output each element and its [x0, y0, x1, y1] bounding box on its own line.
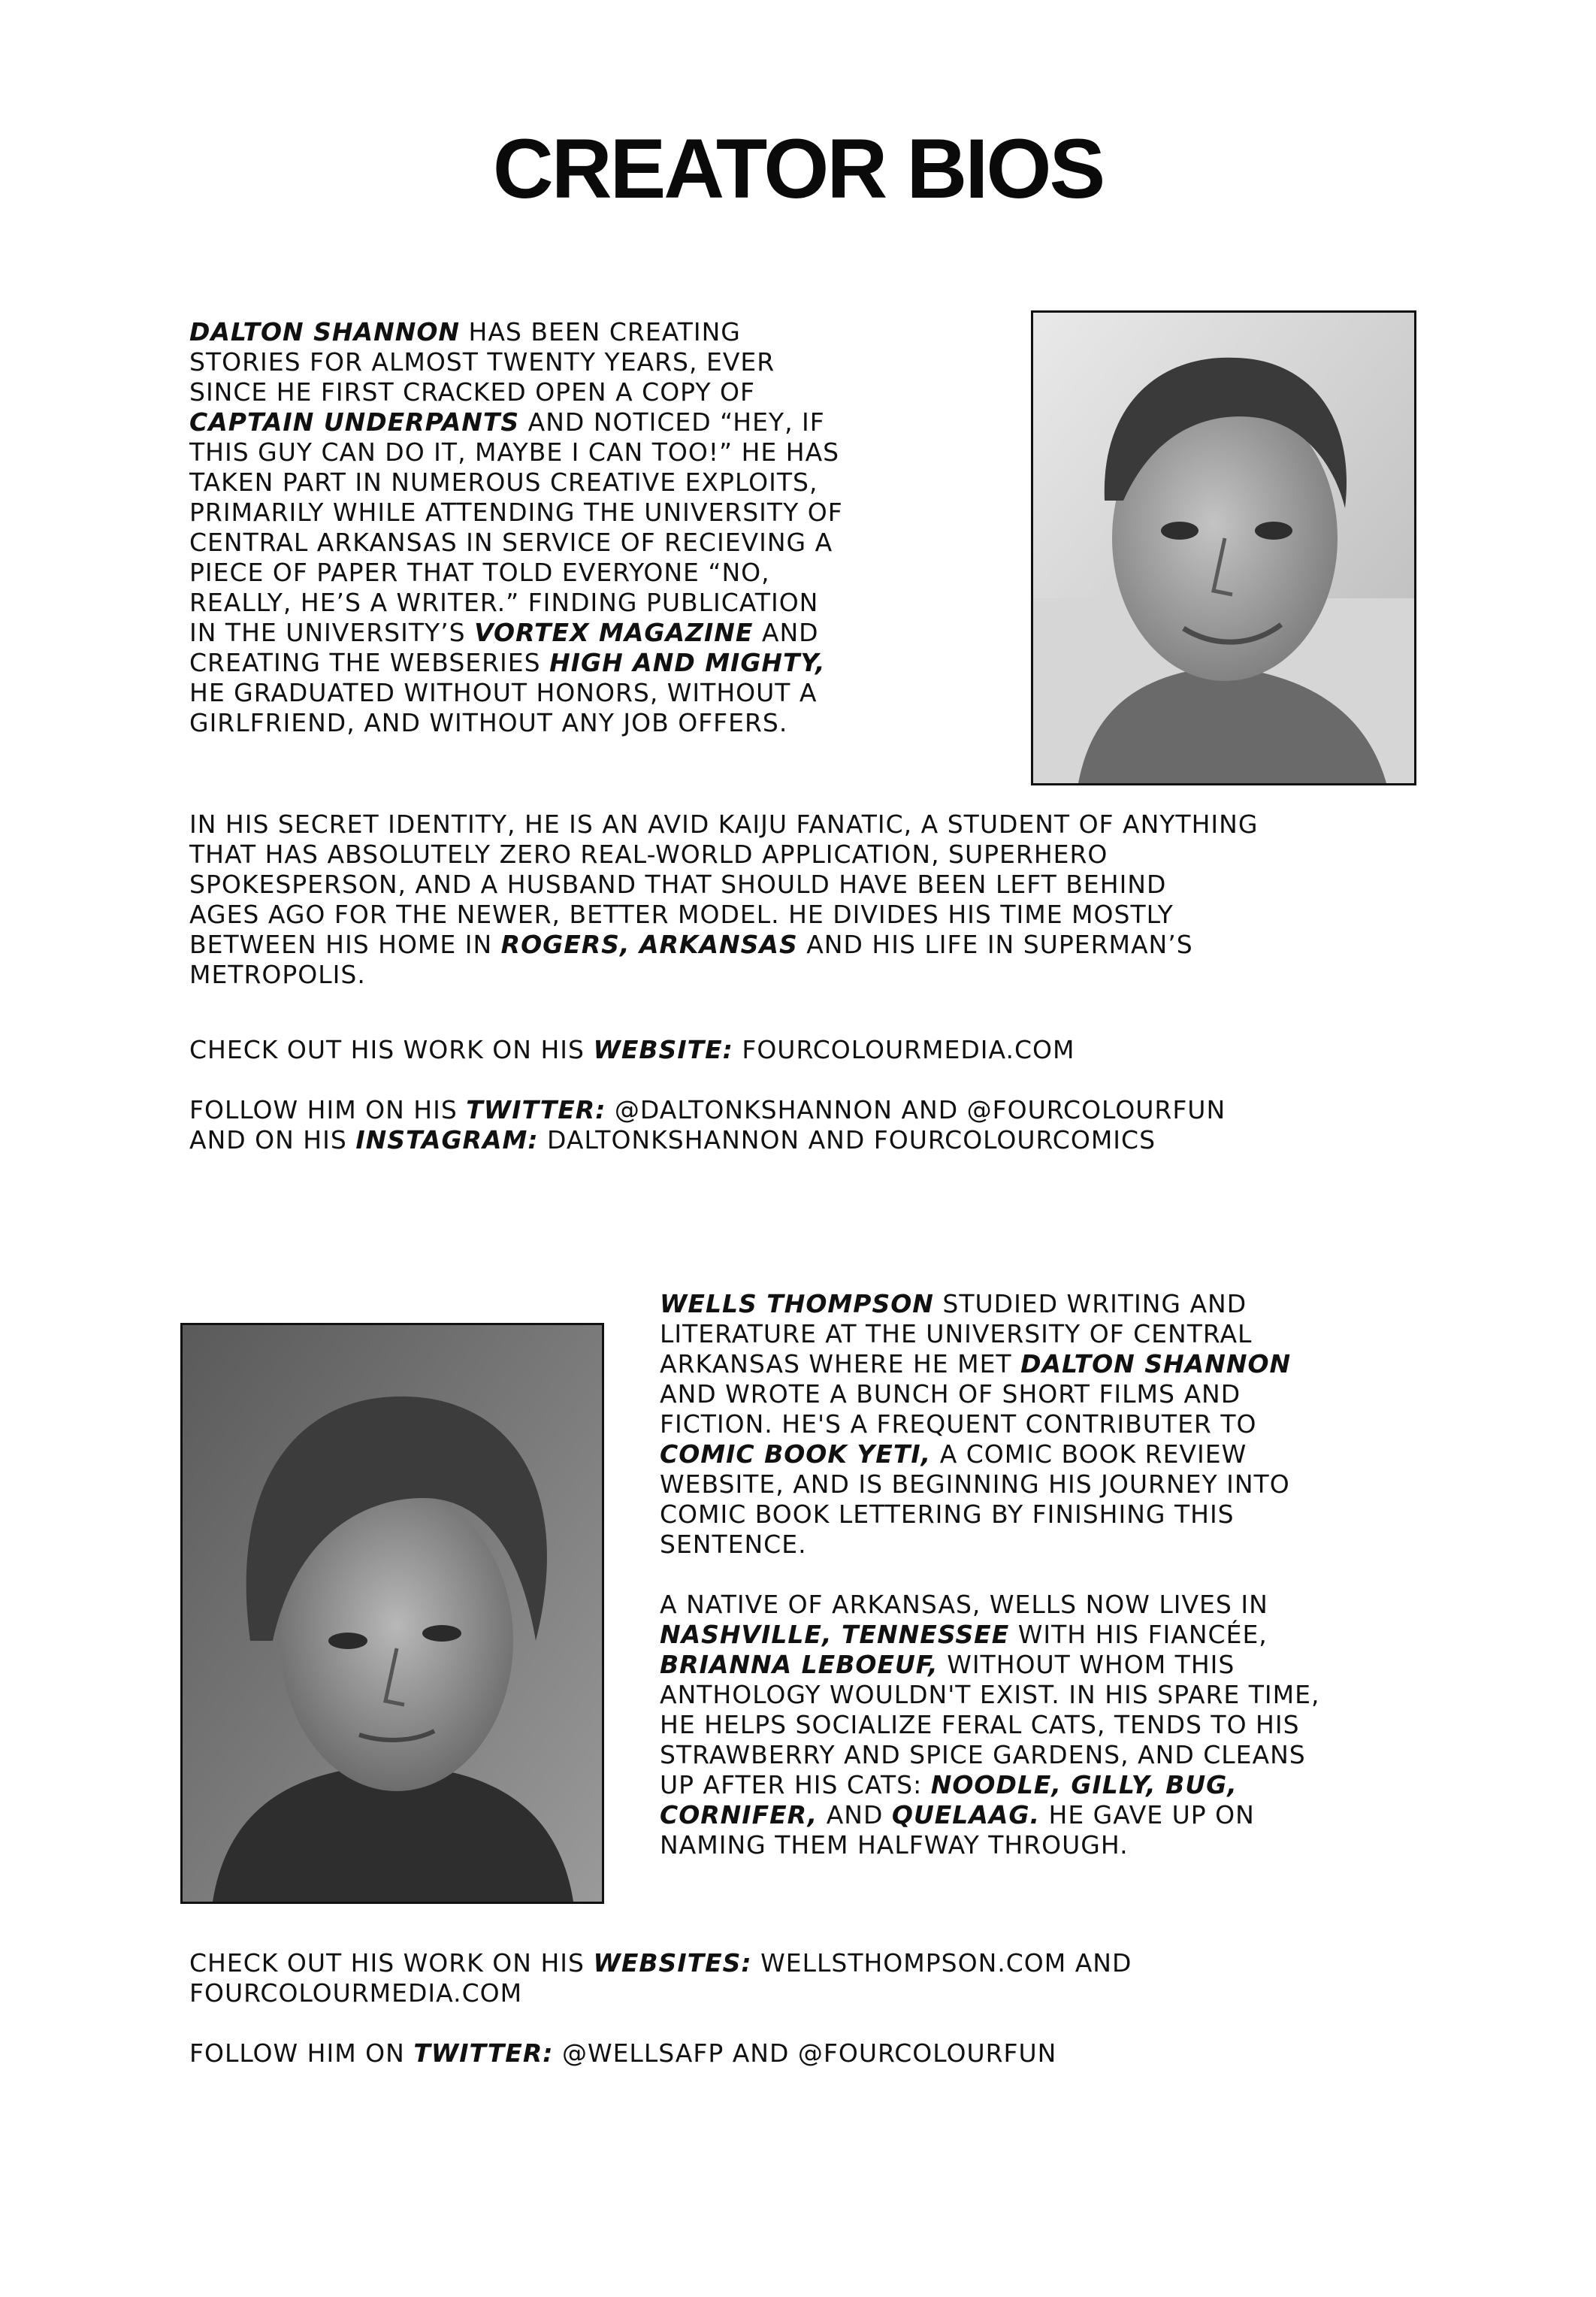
bio1-line-12: CREATING THE WEBSERIES HIGH AND MIGHTY, [189, 648, 826, 677]
bio2-native-7: UP AFTER HIS CATS: NOODLE, GILLY, BUG, [660, 1770, 1238, 1799]
bio2-websites-line: CHECK OUT HIS WORK ON HIS WEBSITES: WELLSTHOMPSON.COM AND [189, 1948, 1132, 1978]
bio1-twitter-handles[interactable]: @DALTONKSHANNON AND @FOURCOLOURFUN [614, 1095, 1226, 1124]
bio2-twitter-handles[interactable]: @WELLSAFP AND @FOURCOLOURFUN [561, 2038, 1057, 2068]
bio2-twitter-line: FOLLOW HIM ON TWITTER: @WELLSAFP AND @FOURCOLOURFUN [189, 2038, 1057, 2068]
bio1-line-7: PRIMARILY WHILE ATTENDING THE UNIVERSITY OF [189, 498, 843, 527]
portrait-wells-icon [183, 1325, 602, 1902]
bio2-line-3: ARKANSAS WHERE HE MET DALTON SHANNON [660, 1349, 1292, 1379]
bio1-identity-line-5: BETWEEN HIS HOME IN ROGERS, ARKANSAS AND HIS LIFE IN SUPERMAN’S [189, 930, 1193, 959]
bio2-links [189, 1948, 1429, 2069]
bio1-line-9: PIECE OF PAPER THAT TOLD EVERYONE “NO, [189, 558, 770, 587]
bio1-name: DALTON SHANNON [189, 317, 461, 347]
page-title: CREATOR BIOS [492, 122, 1104, 216]
bio1-high-and-mighty: HIGH AND MIGHTY, [549, 648, 826, 677]
bio1-intro [189, 317, 1023, 738]
bio2-native-3: BRIANNA LEBOEUF, WITHOUT WHOM THIS [660, 1650, 1235, 1679]
bio1-line-10: REALLY, HE’S A WRITER.” FINDING PUBLICATION [189, 588, 819, 617]
bio1-line-2: STORIES FOR ALMOST TWENTY YEARS, EVER [189, 347, 775, 377]
photo-dalton-shannon [1031, 310, 1416, 785]
bio1-instagram-line: AND ON HIS INSTAGRAM: DALTONKSHANNON AND FOURCOLOURCOMICS [189, 1125, 1156, 1155]
bio1-instagram-handles[interactable]: DALTONKSHANNON AND FOURCOLOURCOMICS [547, 1125, 1156, 1155]
bio2-line-6: COMIC BOOK YETI, A COMIC BOOK REVIEW [660, 1439, 1247, 1469]
bio2-website-link-2[interactable]: FOURCOLOURMEDIA.COM [189, 1978, 523, 2008]
photo-wells-thompson [180, 1323, 604, 1904]
bio1-line-6: TAKEN PART IN NUMEROUS CREATIVE EXPLOITS, [189, 468, 818, 497]
bio1-line-13: HE GRADUATED WITHOUT HONORS, WITHOUT A [189, 678, 818, 707]
bio1-identity: IN HIS SECRET IDENTITY, HE IS AN AVID KAIJU FANATIC, A STUDENT OF ANYTHING THAT HAS ABSOLUTELY ZERO REAL-WORLD APPLICATION, SUPERHERO SPOKESPERSON, AND A HUSBAND THAT SHOULD HAVE BEEN LEFT BEHIND AGES AGO FOR THE NEWER, BETTER MODEL. HE DIVIDES HIS TIME MOSTLY BETWEEN HIS HOME IN ROGERS, ARKANSAS AND HIS LIFE IN SUPERMAN’S METROPOLIS. [189, 810, 1429, 990]
bio1-line-14: GIRLFRIEND, AND WITHOUT ANY JOB OFFERS. [189, 708, 788, 737]
bio1-rogers-arkansas: ROGERS, ARKANSAS [500, 930, 798, 959]
bio1-line-1: DALTON SHANNON HAS BEEN CREATING [189, 317, 741, 347]
portrait-dalton-icon [1033, 313, 1414, 783]
bio1-line-8: CENTRAL ARKANSAS IN SERVICE OF RECIEVING A [189, 528, 833, 557]
bio2-name: WELLS THOMPSON [660, 1289, 934, 1318]
bio1-website-link[interactable]: FOURCOLOURMEDIA.COM [742, 1035, 1075, 1064]
bio1-website-line: CHECK OUT HIS WORK ON HIS WEBSITE: FOURCOLOURMEDIA.COM [189, 1035, 1075, 1064]
bio2-text: WELLS THOMPSON STUDIED WRITING AND LITERATURE AT THE UNIVERSITY OF CENTRAL ARKANSAS WHERE HE MET DALTON SHANNON AND WROTE A BUNCH OF SHORT FILMS AND FICTION. HE'S A FREQUENT CONTRIBUTER TO COMIC BOOK YETI, A COMIC BOOK REVIEW WEBSITE, AND IS BEGINNING HIS JOURNEY INTO COMIC BOOK LETTERING BY FINISHING THIS SENTENCE. A NATIVE OF ARKANSAS, WELLS NOW LIVES IN NASHVILLE, TENNESSEE WITH HIS FIANCÉE, BRIANNA LEBOEUF, WITHOUT WHOM THIS ANTHOLOGY WOULDN'T EXIST. IN HIS SPARE TIME, HE HELPS SOCIALIZE FERAL CATS, TENDS TO HIS STRAWBERRY AND SPICE GARDENS, AND CLEANS UP AFTER HIS CATS: NOODLE, GILLY, BUG, CORNIFER, AND QUELAAG. HE GAVE UP ON NAMING THEM HALFWAY THROUGH. [660, 1289, 1426, 1860]
bio2-website-link-1[interactable]: WELLSTHOMPSON.COM AND [760, 1948, 1132, 1978]
bio1-links [189, 1035, 1429, 1155]
bio1-vortex-magazine: VORTEX MAGAZINE [474, 618, 754, 647]
bio1-line-11: IN THE UNIVERSITY’S VORTEX MAGAZINE AND [189, 618, 819, 647]
bio2-native-8: CORNIFER, AND QUELAAG. HE GAVE UP ON [660, 1800, 1255, 1829]
bio1-line-3: SINCE HE FIRST CRACKED OPEN A COPY OF [189, 377, 755, 407]
bio2-native-2: NASHVILLE, TENNESSEE WITH HIS FIANCÉE, [660, 1620, 1268, 1649]
bio1-twitter-line: FOLLOW HIM ON HIS TWITTER: @DALTONKSHANNON AND @FOURCOLOURFUN [189, 1095, 1226, 1124]
bio1-captain-underpants: CAPTAIN UNDERPANTS [189, 407, 520, 437]
bio1-line-5: THIS GUY CAN DO IT, MAYBE I CAN TOO!” HE HAS [189, 437, 840, 467]
bio1-line-4: CAPTAIN UNDERPANTS AND NOTICED “HEY, IF [189, 407, 825, 437]
bio2-line-1: WELLS THOMPSON STUDIED WRITING AND [660, 1289, 1247, 1318]
